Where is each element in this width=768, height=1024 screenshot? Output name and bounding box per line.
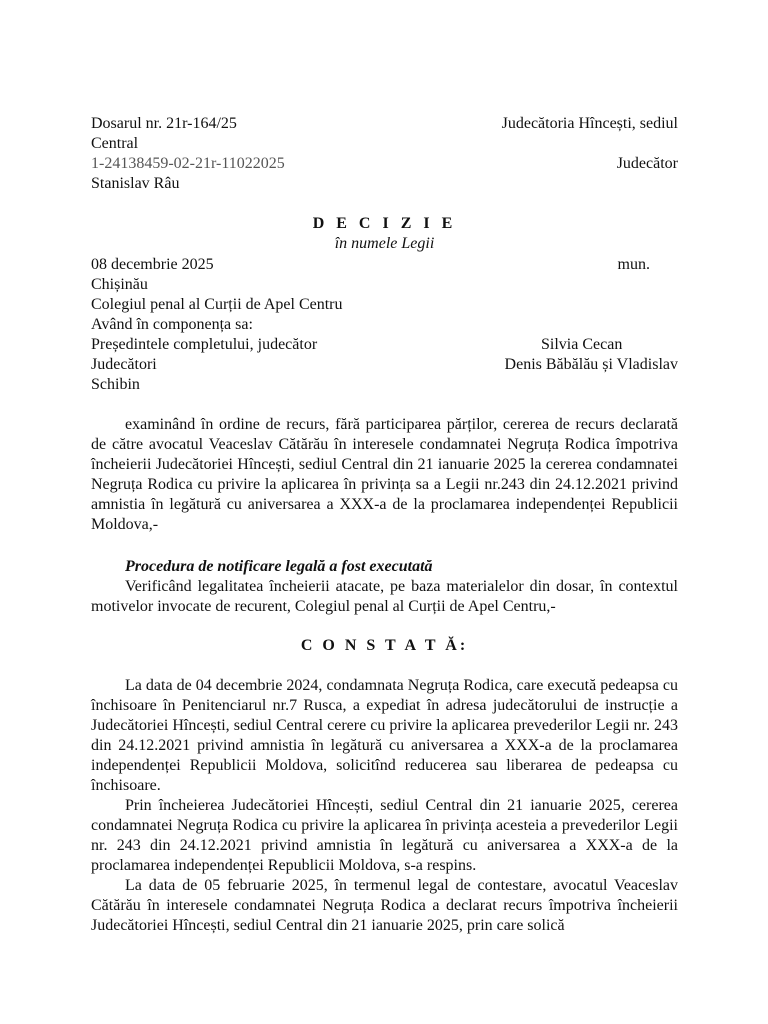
finds-section [91,636,678,656]
title-block [91,214,678,254]
judge-name: Stanislav Râu [91,175,180,192]
judges-names-continued: Schibin [91,376,140,393]
city-prefix: mun. [617,256,650,273]
body-paragraph-1: La data de 04 decembrie 2024, condamnata Negruța Rodica, care execută pedeapsa cu închisoare în Penitenciarul nr.7 Rusca, a expediat în adresa judecătorului de instrucție a Judecătoriei Hîncești, sediul Central cerere cu privire la aplicarea prevederilor Legii nr. 243 din 24.12.2021 privind amnistia în legătură cu aniversarea a XXX-a de la proclamarea independenței Republicii Moldova, solicitînd reducerea sau liberarea de pedeapsa cu închisoare. [91,677,678,794]
judge-label: Judecător [616,155,678,172]
case-number: Dosarul nr. 21r-164/25 [91,115,237,132]
composition-label: Având în componența sa: [91,316,253,333]
body-paragraph-2: Prin încheierea Judecătoriei Hîncești, sediul Central din 21 ianuarie 2025, cererea condamnatei Negruța Rodica cu privire la aplicarea în privința acesteia a prevederilor Legii nr. 243 din 24.12.2021 privind amnistia în legătură cu aniversarea a XXX-a de la proclamarea independenței Republicii Moldova, s-a respins. [91,797,678,874]
body-paragraph-3: La data de 05 februarie 2025, în termenul legal de contestare, avocatul Veaceslav Cătărău în interesele condamnatei Negruța Rodica a declarat recurs împotriva încheierii Judecătoriei Hîncești, sediul Central din 21 ianuarie 2025, prin care solică [91,877,678,934]
court-name-continued: Central [91,135,139,152]
notification-line: Procedura de notificare legală a fost executată [125,558,433,575]
meta-row-judges [91,355,678,375]
body-section [91,676,678,936]
meta-block [91,255,678,395]
verification-paragraph: Verificând legalitatea încheierii atacate, pe baza materialelor din dosar, în contextul motivelor invocate de recurent, Colegiul penal al Curții de Apel Centru,- [91,578,678,615]
judges-names: Denis Băbălău și Vladislav [504,356,678,373]
intro-paragraph: examinând în ordine de recurs, fără participarea părților, cererea de recurs declarată de către avocatul Veaceslav Cătărău în interesele condamnatei Negruța Rodica împotriva încheierii Judecătoriei Hîncești, sediul Central din 21 ianuarie 2025 la cererea condamnatei Negruța Rodica cu privire la aplicarea în privința sa a Legii nr.243 din 24.12.2021 privind amnistia în legătură cu aniversarea a XXX-a de la proclamarea independenței Republicii Moldova,- [91,416,678,533]
president-name: Silvia Cecan [541,336,623,353]
intro-section [91,415,678,535]
decision-subtitle: în numele Legii [334,235,435,252]
judges-label: Judecători [91,356,157,373]
college-name: Colegiul penal al Curții de Apel Centru [91,296,343,313]
decision-date: 08 decembrie 2025 [91,256,214,273]
procedure-section [91,557,678,617]
case-id: 1-24138459-02-21r-11022025 [91,155,285,172]
decision-title: D E C I Z I E [312,215,457,232]
court-name: Judecătoria Hîncești, sediul [501,115,678,132]
meta-row-president [91,335,678,355]
document-header [91,114,678,194]
header-row-id [91,154,678,174]
president-label: Președintele completului, judecător [91,336,318,353]
finds-heading: C O N S T A T Ă: [300,637,469,654]
meta-row-date [91,255,678,275]
header-row-case [91,114,678,134]
city: Chișinău [91,276,148,293]
